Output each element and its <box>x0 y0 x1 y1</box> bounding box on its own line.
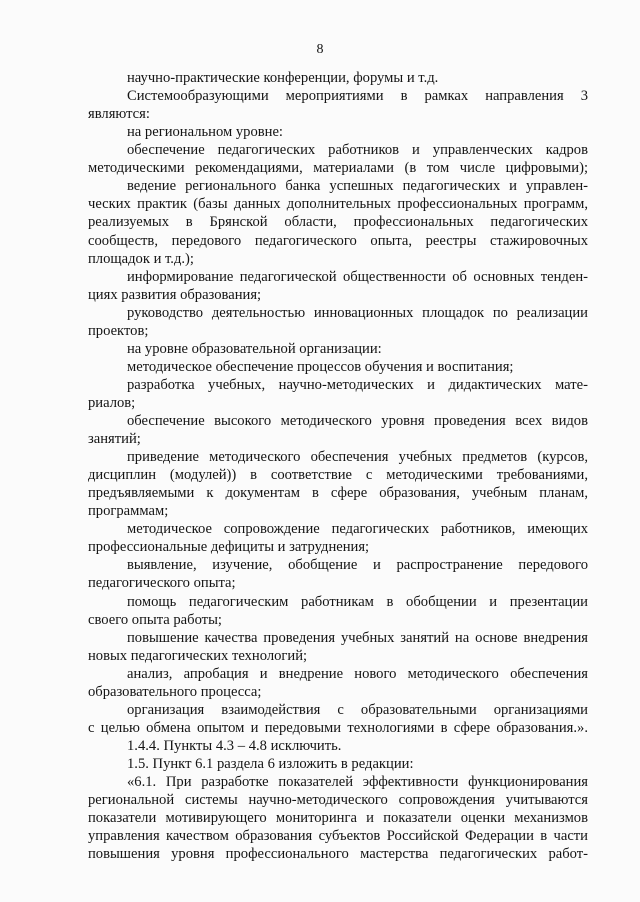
text-line: занятий; <box>88 431 141 447</box>
text-line: обеспечение педагогических работников и управленческих кадров <box>127 142 588 159</box>
text-line: повышение качества проведения учебных занятий на основе внедрения <box>127 629 588 646</box>
text-line: реализуемых в Брянской области, профессиональных педагогических <box>88 214 588 231</box>
text-line: педагогического опыта; <box>88 575 236 592</box>
text-line: 1.4.4. Пункты 4.3 – 4.8 исключить. <box>127 737 342 754</box>
text-line: методическое обеспечение процессов обучения и воспитания; <box>127 358 514 375</box>
text-line: организация взаимодействия с образовательными организациями <box>127 701 588 718</box>
text-line: показатели мотивирующего мониторинга и показатели оценки механизмов <box>88 810 588 827</box>
text-line: площадок и т.д.); <box>88 250 194 267</box>
text-line: ведение регионального банка успешных педагогических и управлен- <box>127 178 588 195</box>
text-line: обеспечение высокого методического уровня проведения всех видов <box>127 412 588 429</box>
text-line: 1.5. Пункт 6.1 раздела 6 изложить в редакции: <box>127 755 414 772</box>
text-line: научно-практические конференции, форумы и т.д. <box>127 70 439 86</box>
text-line: сообществ, передового педагогического опыта, реестры стажировочных <box>88 232 588 249</box>
text-line: ческих практик (базы данных дополнительных профессиональных программ, <box>88 196 588 213</box>
text-line: на уровне образовательной организации: <box>127 340 382 357</box>
text-line: на региональном уровне: <box>127 124 283 141</box>
text-line: циях развития образования; <box>88 286 262 303</box>
text-line: региональной системы научно-методического сопровождения учитываются <box>88 792 588 808</box>
text-line: предъявляемыми к документам в сфере образования, учебным планам, <box>88 485 588 502</box>
text-line: приведение методического обеспечения учебных предметов (курсов, <box>127 449 588 466</box>
text-line: новых педагогических технологий; <box>88 647 308 664</box>
text-line: профессиональные дефициты и затруднения; <box>88 539 370 556</box>
text-line: «6.1. При разработке показателей эффективности функционирования <box>127 774 588 790</box>
text-line: дисциплин (модулей)) в соответствие с методическими требованиями, <box>88 467 588 484</box>
text-line: управления качеством образования субъектов Российской Федерации в части <box>88 828 588 845</box>
text-line: анализ, апробация и внедрение нового методического обеспечения <box>127 665 588 682</box>
text-line: разработка учебных, научно-методических и дидактических мате- <box>127 376 588 393</box>
text-line: методическими рекомендациями, материалами (в том числе цифровыми); <box>88 160 588 177</box>
text-line: помощь педагогическим работникам в обобщении и презентации <box>127 593 588 610</box>
text-line: выявление, изучение, обобщение и распространение передового <box>127 557 588 574</box>
text-line: программам; <box>88 503 169 520</box>
text-line: проектов; <box>88 322 149 339</box>
text-line: образовательного процесса; <box>88 683 262 700</box>
text-line: с целью обмена опытом и передовыми технологиями в сфере образования.». <box>88 719 588 736</box>
text-line: своего опыта работы; <box>88 611 222 628</box>
text-line: информирование педагогической общественности об основных тенден- <box>127 268 588 285</box>
text-line: повышения уровня профессионального мастерства педагогических работ- <box>88 846 588 863</box>
page-number: 8 <box>316 42 324 57</box>
text-line: являются: <box>88 106 150 123</box>
text-line: руководство деятельностью инновационных площадок по реализации <box>127 304 588 321</box>
text-line: риалов; <box>88 394 136 411</box>
text-line: Системообразующими мероприятиями в рамках направления 3 <box>127 88 588 104</box>
text-line: методическое сопровождение педагогических работников, имеющих <box>127 521 588 538</box>
